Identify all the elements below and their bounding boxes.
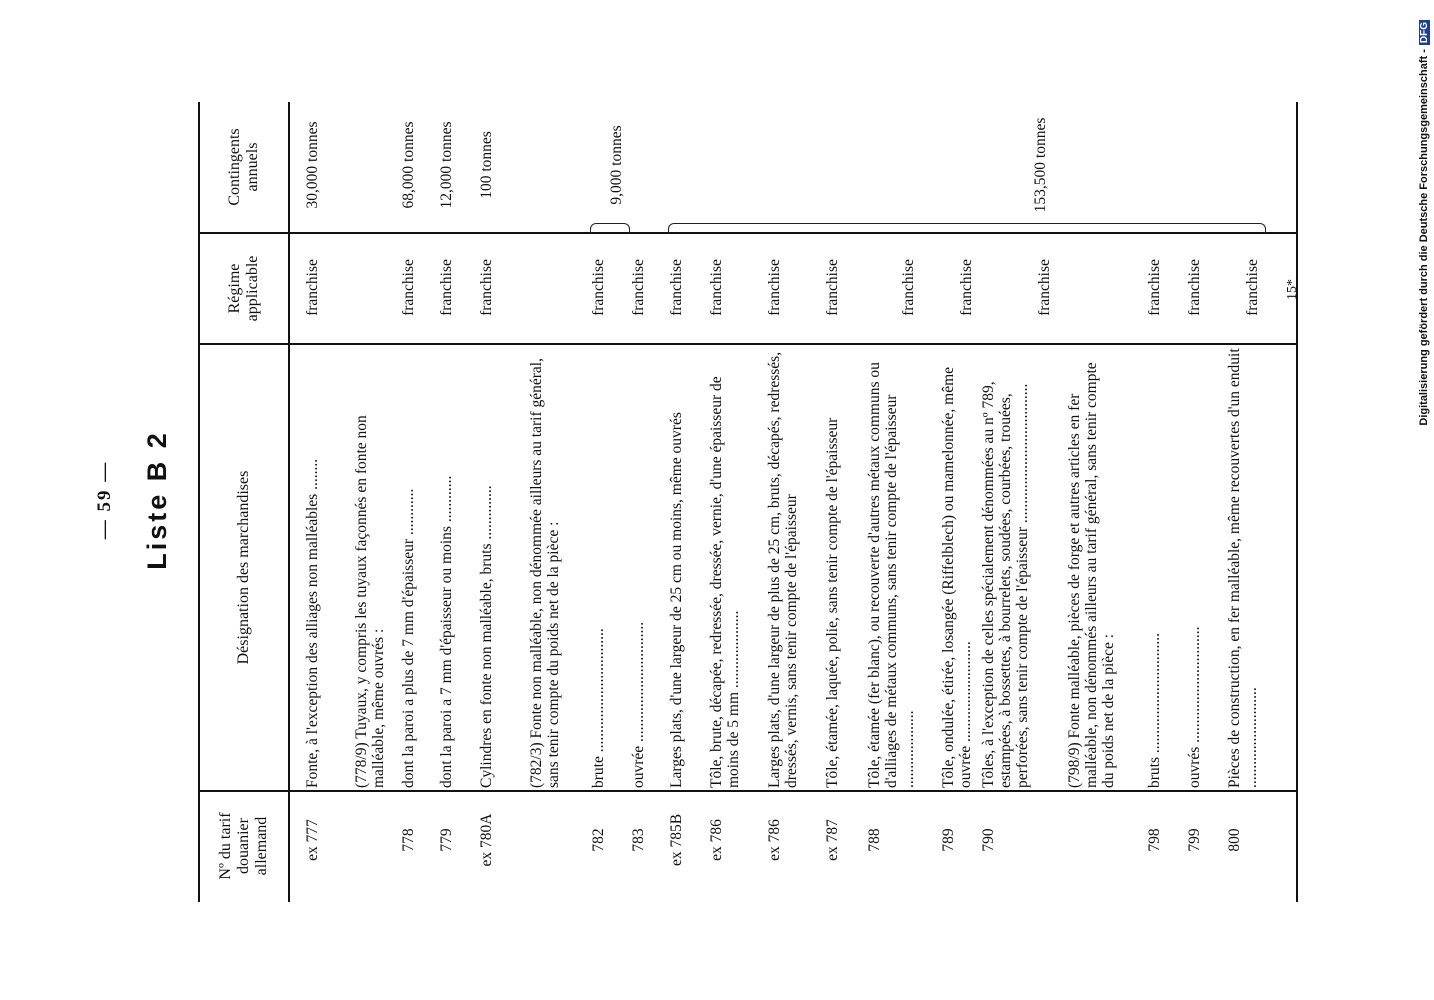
row-desc: (798/9) Fonte malléable, pièces de forge et autres articles en fer malléable, non dénommés ailleurs au tarif général, sans tenir compte du poids net de la pièce : [1066,362,1117,788]
row-desc: Larges plats, d'une largeur de 25 cm ou moins, même ouvrés [668,412,685,788]
group-brace [668,223,1266,234]
row-num: 782 [590,828,607,852]
row-regime: franchise [590,259,607,316]
column-divider-1 [200,791,1296,793]
page-title: Liste B 2 [142,430,172,570]
row-regime: franchise [400,259,417,316]
column-divider-2 [200,344,1296,346]
row-num: ex 780A [478,813,495,867]
header-conting: Contingents annuels [226,128,261,206]
dfg-logo: DFG [1419,22,1430,44]
row-num: 790 [980,828,997,852]
row-regime: franchise [766,259,783,316]
row-desc: Tôle, brute, décapée, redressée, dressée, vernie, d'une épaisseur de moins de 5 mm .................... [708,376,742,788]
row-num: ex 785B [668,813,685,867]
row-regime: franchise [304,259,321,316]
row-desc: Tôle, ondulée, étirée, losangée (Riffelblech) ou mamelonnée, même ouvrée .......................... [940,366,974,788]
header-num: Nº du tarif douanier allemand [217,812,270,880]
row-desc: dont la paroi a plus de 7 mm d'épaisseur ............ [400,488,417,788]
row-num: ex 777 [304,819,321,861]
row-num: 778 [400,828,417,852]
bracket-brace [590,223,630,234]
dfg-notice [1418,0,1434,1000]
row-desc: Pièces de construction, en fer malléable, même recouvertes d'un enduit .......................... [1226,348,1260,788]
row-desc: Larges plats, d'une largeur de plus de 25 cm, bruts, décapés, redressés, dressés, vernis, sans tenir compte de l'épaisseur [766,351,800,788]
row-conting: 9,000 tonnes [608,125,625,205]
row-regime: franchise [478,259,495,316]
row-regime: franchise [1244,259,1261,316]
row-regime: franchise [824,259,841,316]
row-regime: franchise [708,259,725,316]
row-desc: Tôle, étamée (fer blanc), ou recouverte d'autres métaux communs ou d'alliages de métaux communs, sans tenir compte de l'épaisseur .................... [866,362,917,788]
row-num: 799 [1186,828,1203,852]
row-num: 788 [866,828,883,852]
row-num: 779 [438,828,455,852]
row-regime: franchise [1146,259,1163,316]
dfg-notice-text: Digitalisierung gefördert durch die Deutsche Forschungsgemeinschaft - [1418,49,1430,426]
row-desc: (778/9) Tuyaux, y compris les tuyaux façonnés en fonte non malléable, même ouvrés : [353,415,387,788]
row-num: 783 [630,828,647,852]
row-desc: Fonte, à l'exception des alliages non malléables ........ [304,458,321,788]
row-desc: brute ................................ [590,628,607,788]
row-regime: franchise [958,259,975,316]
footer-mark: 15* [1285,279,1300,300]
row-num: 789 [940,828,957,852]
row-desc: Cylindres en fonte non malléable, bruts .............. [478,485,495,788]
table-header-rule [288,102,290,902]
table-bottom-rule [1296,102,1298,902]
row-regime: franchise [668,259,685,316]
row-conting: 100 tonnes [478,131,495,199]
row-num: ex 786 [766,819,783,861]
row-regime: franchise [900,259,917,316]
row-regime: franchise [438,259,455,316]
row-num: ex 786 [708,819,725,861]
row-conting: 153,500 tonnes [1032,117,1049,213]
header-regime: Régime applicable [226,255,261,322]
row-conting: 12,000 tonnes [438,121,455,209]
row-regime: franchise [1186,259,1203,316]
header-desc: Désignation des marchandises [235,470,252,665]
row-desc: ouvrée ............................... [630,621,647,788]
row-regime: franchise [1036,259,1053,316]
row-desc: (782/3) Fonte non malléable, non dénommée ailleurs au tarif général, sans tenir compte du poids net de la pièce : [528,358,562,788]
row-conting: 30,000 tonnes [304,121,321,209]
row-num: 798 [1146,828,1163,852]
row-desc: Tôles, à l'exception de celles spécialement dénommées au nº 789, estampées, à bossettes, à bourrelets, soudées, courbées, trouées, perforées, sans tenir compte de l'épaisseur .................................... [980,381,1031,788]
row-desc: bruts ............................... [1146,633,1163,788]
row-desc: dont la paroi a 7 mm d'épaisseur ou moins ............ [438,475,455,788]
row-conting: 68,000 tonnes [400,121,417,209]
row-num: ex 787 [824,819,841,861]
row-regime: franchise [630,259,647,316]
row-desc: Tôle, étamée, laquée, polie, sans tenir compte de l'épaisseur [824,417,841,788]
page-number: — 59 — [94,460,115,540]
row-desc: ouvrés .............................. [1186,626,1203,788]
row-num: 800 [1226,828,1243,852]
